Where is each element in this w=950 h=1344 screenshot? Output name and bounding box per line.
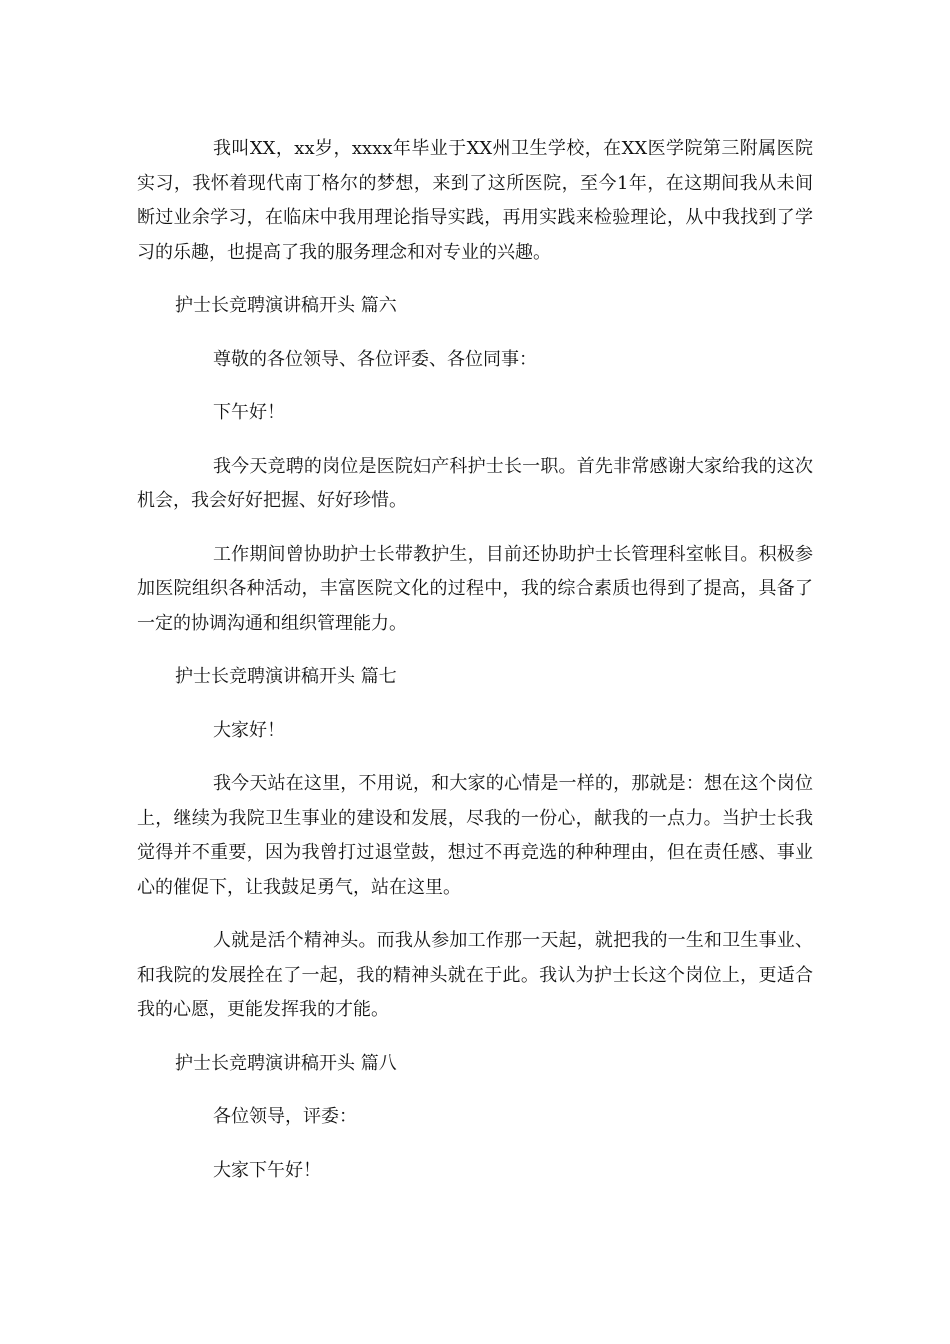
paragraph-salutation: 尊敬的各位领导、各位评委、各位同事： <box>213 348 537 370</box>
paragraph: 工作期间曾协助护士长带教护生，目前还协助护士长管理科室帐目。积极参加医院组织各种活动，丰富医院文化的过程中，我的综合素质也得到了提高，具备了一定的协调沟通和组织管理能力。 <box>137 543 813 634</box>
paragraph-greeting: 大家下午好！ <box>213 1159 321 1181</box>
section-heading-7: 护士长竞聘演讲稿开头 篇七 <box>175 666 397 687</box>
paragraph-greeting: 下午好！ <box>213 402 285 423</box>
paragraph: 我今天站在这里，不用说，和大家的心情是一样的，那就是：想在这个岗位上，继续为我院卫生事业的建设和发展，尽我的一份心，献我的一点力。当护士长我觉得并不重要，因为我曾打过退堂鼓，想过不再竞选的种种理由，但在责任感、事业心的催促下，让我鼓足勇气，站在这里。 <box>137 773 813 898</box>
section-heading-8: 护士长竞聘演讲稿开头 篇八 <box>175 1052 397 1074</box>
paragraph: 人就是活个精神头。而我从参加工作那一天起，就把我的一生和卫生事业、和我院的发展拴在了一起，我的精神头就在于此。我认为护士长这个岗位上，更适合我的心愿，更能发挥我的才能。 <box>137 930 813 1020</box>
section-heading-6: 护士长竞聘演讲稿开头 篇六 <box>175 295 397 316</box>
paragraph: 我今天竞聘的岗位是医院妇产科护士长一职。首先非常感谢大家给我的这次机会，我会好好把握、好好珍惜。 <box>137 455 813 511</box>
paragraph-intro: 我叫XX，xx岁，xxxx年毕业于XX州卫生学校，在XX医学院第三附属医院实习，我怀着现代南丁格尔的梦想，来到了这所医院，至今1年，在这期间我从未间断过业余学习，在临床中我用理论指导实践，再用实践来检验理论，从中我找到了学习的乐趣，也提高了我的服务理念和对专业的兴趣。 <box>137 138 813 263</box>
paragraph-greeting: 大家好！ <box>213 719 285 741</box>
paragraph-salutation: 各位领导，评委： <box>213 1106 357 1127</box>
document-body <box>137 132 813 1207</box>
